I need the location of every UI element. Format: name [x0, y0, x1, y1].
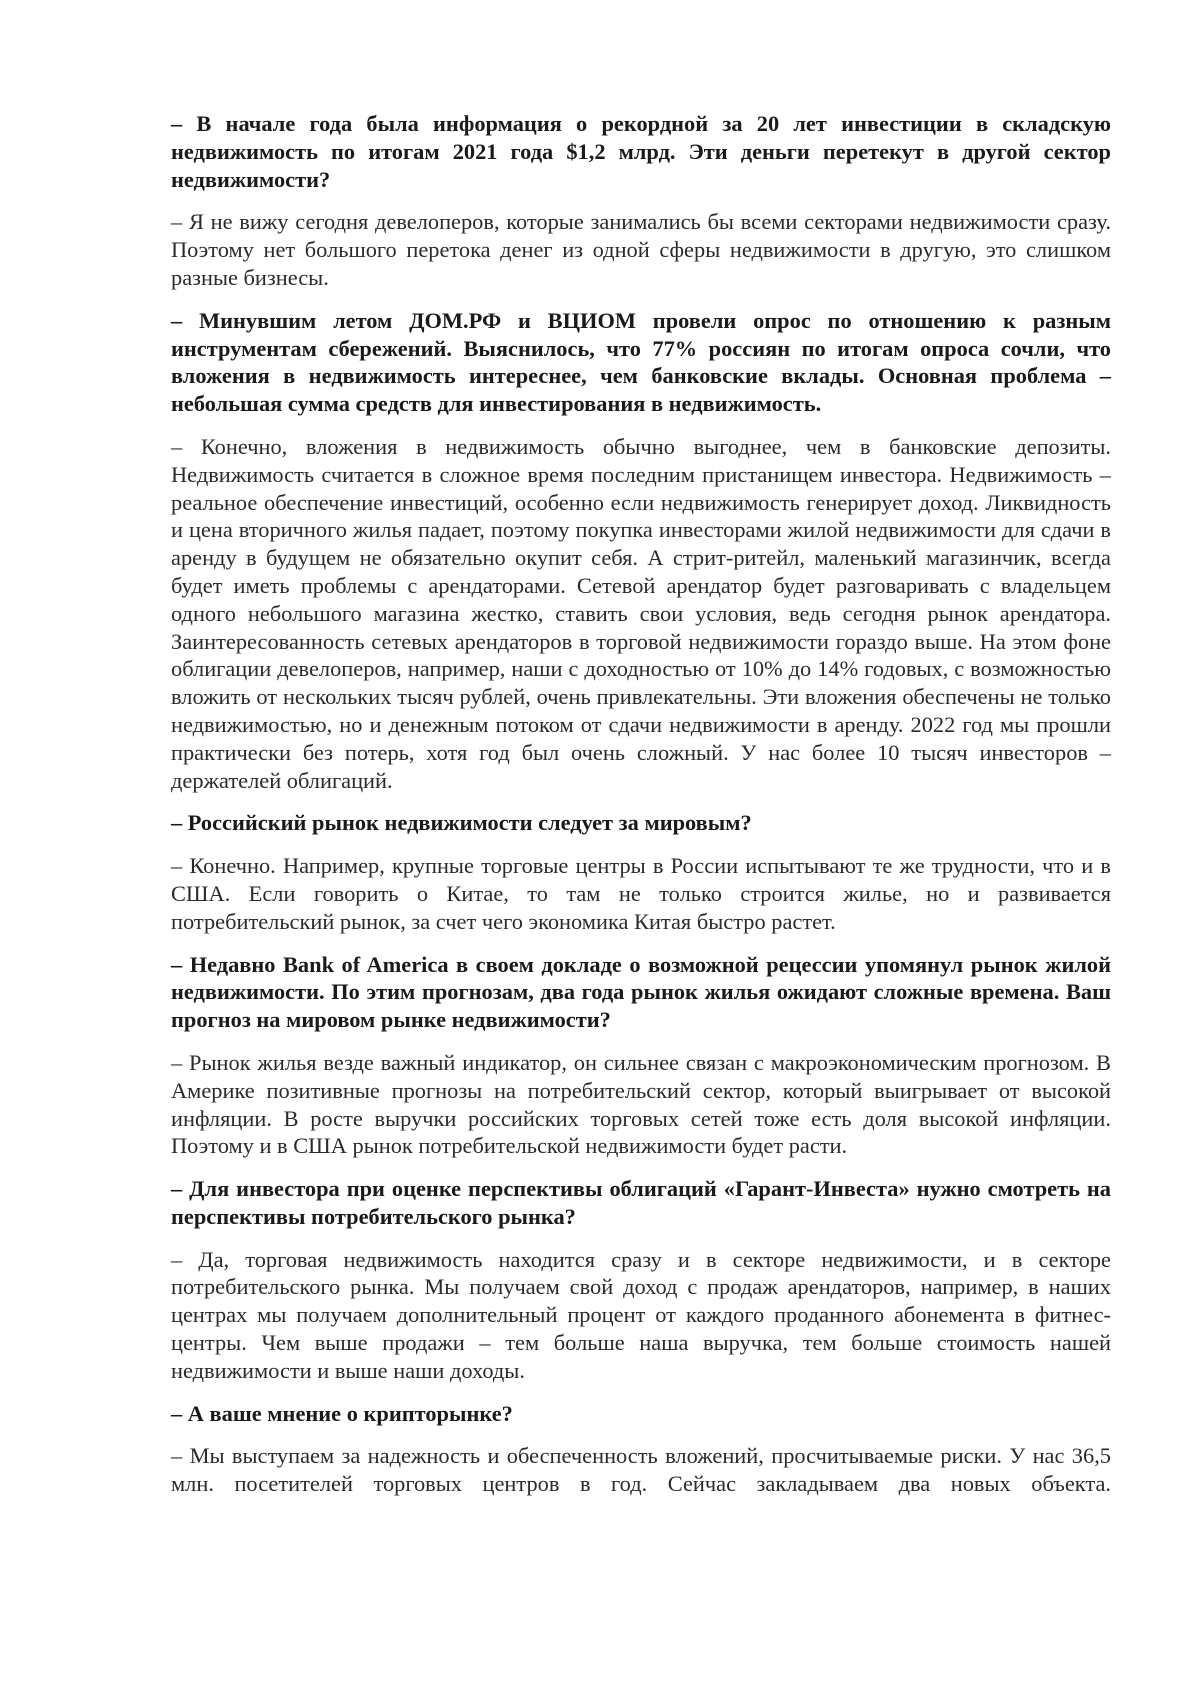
answer-paragraph: – Рынок жилья везде важный индикатор, он сильнее связан с макроэкономическим прогнозом. В Америке позитивные прогнозы на потребительский сектор, который выигрывает от высокой инфляции. В росте выручки российских торговых сетей тоже есть доля высокой инфляции. Поэтому и в США рынок потребительской недвижимости будет расти.: [171, 1049, 1111, 1159]
question-paragraph: – Российский рынок недвижимости следует за мировым?: [171, 810, 752, 836]
document-page: [171, 110, 1111, 1498]
answer-paragraph: – Конечно, вложения в недвижимость обычно выгоднее, чем в банковские депозиты. Недвижимость считается в сложное время последним пристанищем инвестора. Недвижимость – реальное обеспечение инвестиций, особенно если недвижимость генерирует доход. Ликвидность и цена вторичного жилья падает, поэтому покупка инвесторами жилой недвижимости для сдачи в аренду в будущем не обязательно окупит себя. А стрит-ритейл, маленький магазинчик, всегда будет иметь проблемы с арендаторами. Сетевой арендатор будет разговаривать с владельцем одного небольшого магазина жестко, ставить свои условия, ведь сегодня рынок арендатора. Заинтересованность сетевых арендаторов в торговой недвижимости гораздо выше. На этом фоне облигации девелоперов, например, наши с доходностью от 10% до 14% годовых, с возможностью вложить от нескольких тысяч рублей, очень привлекательны. Эти вложения обеспечены не только недвижимостью, но и денежным потоком от сдачи недвижимости в аренду. 2022 год мы прошли практически без потерь, хотя год был очень сложный. У нас более 10 тысяч инвесторов – держателей облигаций.: [171, 433, 1111, 793]
question-paragraph: – Недавно Bank of America в своем докладе о возможной рецессии упомянул рынок жилой недвижимости. По этим прогнозам, два года рынок жилья ожидают сложные времена. Ваш прогноз на мировом рынке недвижимости?: [171, 951, 1111, 1033]
answer-paragraph: – Да, торговая недвижимость находится сразу и в секторе недвижимости, и в секторе потребительского рынка. Мы получаем свой доход с продаж арендаторов, например, в наших центрах мы получаем дополнительный процент от каждого проданного абонемента в фитнес-центры. Чем выше продажи – тем больше наша выручка, тем больше стоимость нашей недвижимости и выше наши доходы.: [171, 1246, 1111, 1383]
question-paragraph: – А ваше мнение о крипторынке?: [171, 1400, 513, 1426]
question-paragraph: – В начале года была информация о рекордной за 20 лет инвестиции в складскую недвижимость по итогам 2021 года $1,2 млрд. Эти деньги перетекут в другой сектор недвижимости?: [171, 111, 1111, 192]
answer-paragraph: – Конечно. Например, крупные торговые центры в России испытывают те же трудности, что и в США. Если говорить о Китае, то там не только строится жилье, но и развивается потребительский рынок, за счет чего экономика Китая быстро растет.: [171, 853, 1111, 934]
answer-paragraph: – Я не вижу сегодня девелоперов, которые занимались бы всеми секторами недвижимости сразу. Поэтому нет большого перетока денег из одной сферы недвижимости в другую, это слишком разные бизнесы.: [171, 209, 1111, 290]
question-paragraph: – Минувшим летом ДОМ.РФ и ВЦИОМ провели опрос по отношению к разным инструментам сбережений. Выяснилось, что 77% россиян по итогам опроса сочли, что вложения в недвижимость интереснее, чем банковские вклады. Основная проблема – небольшая сумма средств для инвестирования в недвижимость.: [171, 307, 1111, 417]
answer-paragraph: – Мы выступаем за надежность и обеспеченность вложений, просчитываемые риски. У нас 36,5 млн. посетителей торговых центров в год. Сейчас закладываем два новых объекта.: [171, 1443, 1111, 1497]
question-paragraph: – Для инвестора при оценке перспективы облигаций «Гарант-Инвеста» нужно смотреть на перспективы потребительского рынка?: [171, 1176, 1111, 1229]
